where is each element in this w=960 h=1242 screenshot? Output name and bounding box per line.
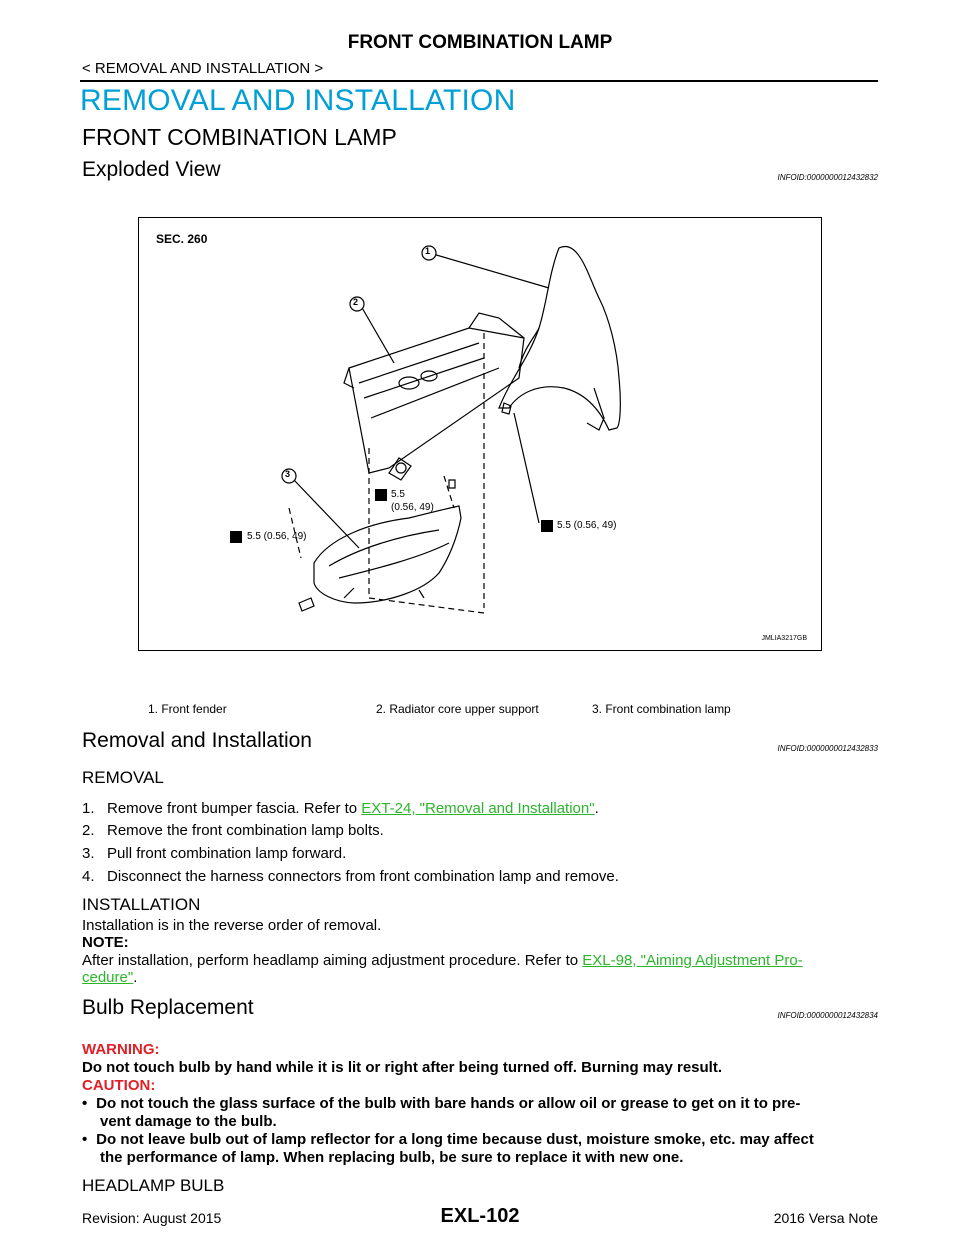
- caution-2-line-2: the performance of lamp. When replacing bulb, be sure to replace it with new one.: [100, 1149, 684, 1166]
- warning-label: WARNING:: [82, 1041, 160, 1058]
- callout-1: 1: [425, 246, 431, 256]
- link-ext-24[interactable]: EXT-24, "Removal and Installation": [361, 800, 595, 817]
- figure-image-id: JMLIA3217GB: [761, 635, 807, 642]
- torque-label-center-1: 5.5: [391, 489, 405, 500]
- torque-label-right: 5.5 (0.56, 49): [557, 520, 617, 531]
- footer-model: 2016 Versa Note: [773, 1210, 878, 1226]
- caution-1-line-2: vent damage to the bulb.: [100, 1113, 277, 1130]
- legend-item-3: 3. Front combination lamp: [592, 702, 731, 716]
- note-label: NOTE:: [82, 934, 129, 951]
- caution-item-1: [82, 1095, 882, 1112]
- note-suffix: .: [133, 969, 138, 986]
- caution-label: CAUTION:: [82, 1077, 156, 1094]
- torque-label-center-2: (0.56, 49): [391, 502, 434, 513]
- removal-step-2: 2. Remove the front combination lamp bolts.: [82, 822, 384, 839]
- bullet-2: •: [82, 1131, 88, 1148]
- subsection-title: FRONT COMBINATION LAMP: [82, 124, 397, 150]
- headlamp-bulb-title: HEADLAMP BULB: [82, 1176, 225, 1195]
- caution-2-line-1: Do not leave bulb out of lamp reflector for a long time because dust, moisture smoke, etc. may affect: [96, 1131, 814, 1148]
- removal-step-1: [82, 800, 599, 817]
- legend-item-1: 1. Front fender: [148, 702, 227, 716]
- step-1-suffix: .: [594, 800, 599, 817]
- removal-step-4: 4. Disconnect the harness connectors from front combination lamp and remove.: [82, 868, 619, 885]
- removal-step-3: 3. Pull front combination lamp forward.: [82, 845, 347, 862]
- link-exl-98[interactable]: EXL-98, "Aiming Adjustment Pro-: [582, 952, 803, 969]
- footer-revision: Revision: August 2015: [82, 1210, 222, 1226]
- warning-text: Do not touch bulb by hand while it is lit or right after being turned off. Burning may result.: [82, 1059, 722, 1076]
- breadcrumb[interactable]: < REMOVAL AND INSTALLATION >: [82, 60, 324, 77]
- header-rule: [80, 80, 878, 82]
- infoid-removal: INFOID:0000000012432833: [777, 744, 878, 753]
- figure-section-label: SEC. 260: [156, 232, 208, 246]
- exploded-view-figure: [138, 217, 822, 651]
- caution-1-line-1: Do not touch the glass surface of the bulb with bare hands or allow oil or grease to get on it to pre-: [96, 1095, 801, 1112]
- exploded-view-drawing: [139, 218, 823, 652]
- exploded-view-heading: Exploded View: [82, 158, 221, 181]
- bullet-1: •: [82, 1095, 88, 1112]
- infoid-exploded: INFOID:0000000012432832: [777, 173, 878, 182]
- installation-text: Installation is in the reverse order of removal.: [82, 917, 382, 934]
- infoid-bulb: INFOID:0000000012432834: [777, 1011, 878, 1020]
- note-text: [82, 952, 803, 969]
- installation-title: INSTALLATION: [82, 895, 201, 914]
- caution-item-2: [82, 1131, 882, 1148]
- removal-installation-heading: Removal and Installation: [82, 729, 312, 752]
- bulb-replacement-heading: Bulb Replacement: [82, 996, 254, 1019]
- torque-label-left: 5.5 (0.56, 49): [247, 531, 307, 542]
- note-prefix: After installation, perform headlamp aiming adjustment procedure. Refer to: [82, 952, 583, 969]
- footer-page-number: EXL-102: [440, 1205, 520, 1227]
- callout-2: 2: [353, 297, 359, 307]
- callout-3: 3: [285, 469, 291, 479]
- note-text-line-2: [82, 969, 137, 986]
- page-header-title: FRONT COMBINATION LAMP: [347, 32, 613, 53]
- removal-title: REMOVAL: [82, 768, 164, 787]
- legend-item-2: 2. Radiator core upper support: [376, 702, 539, 716]
- section-title: REMOVAL AND INSTALLATION: [80, 84, 516, 117]
- link-exl-98-continued[interactable]: cedure": [82, 969, 134, 986]
- step-1-prefix: 1. Remove front bumper fascia. Refer to: [82, 800, 362, 817]
